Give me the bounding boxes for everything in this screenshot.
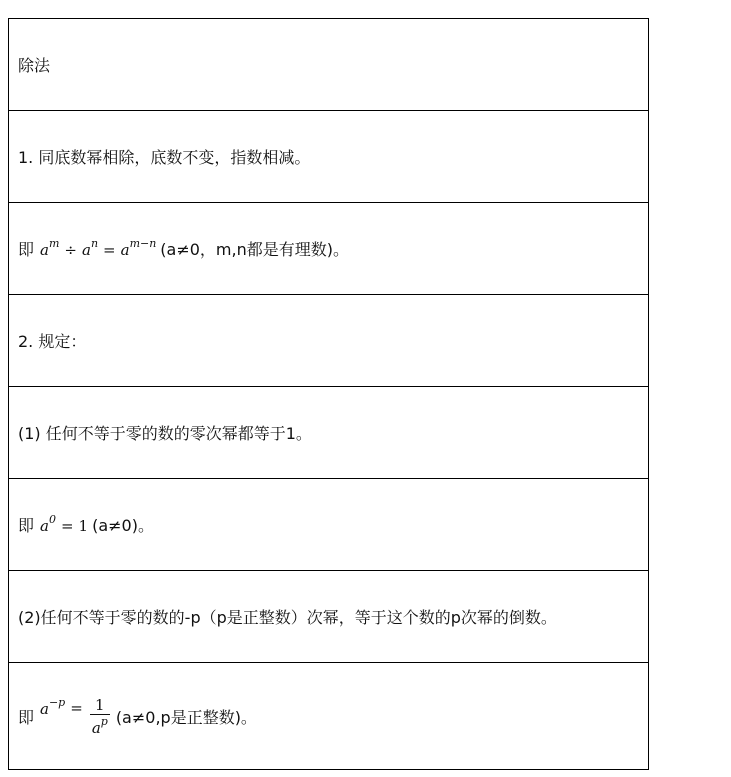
rule-2-1-text: (1) 任何不等于零的数的零次幂都等于1。 [18, 424, 312, 443]
equals-sign: = [60, 516, 74, 535]
table-row-zero-power-formula [8, 479, 649, 571]
rules-table [8, 18, 649, 770]
table-row-rule-2-1 [8, 387, 649, 479]
equals-sign: = [103, 240, 116, 259]
table-row-title [8, 19, 649, 111]
exponent-m: m [48, 236, 60, 250]
exponent-minus-p: −p [48, 696, 66, 709]
base-a: a [81, 240, 91, 259]
zero-power-formula [40, 512, 89, 535]
exponent-n: n [90, 236, 99, 250]
negative-power-formula [40, 696, 112, 737]
formula-prefix: 即 [18, 516, 35, 535]
division-formula [40, 236, 157, 259]
formula-condition: (a≠0，m,n都是有理数)。 [160, 240, 349, 259]
base-a: a [40, 700, 49, 718]
rule-2-2-text: (2)任何不等于零的数的-p（p是正整数）次幂，等于这个数的p次幂的倒数。 [18, 608, 557, 627]
divide-sign: ÷ [64, 240, 77, 259]
exponent-p: p [100, 714, 108, 728]
exponent-m-minus-n: m−n [129, 236, 157, 250]
reciprocal-fraction [90, 696, 110, 737]
table-row-rule-2-2 [8, 571, 649, 663]
formula-condition: (a≠0,p是正整数)。 [115, 707, 257, 727]
base-a: a [91, 718, 101, 737]
fraction-numerator: 1 [95, 695, 105, 714]
rule-2-heading: 2. 规定： [18, 332, 87, 351]
table-row-rule-1 [8, 111, 649, 203]
formula-condition: (a≠0)。 [92, 516, 154, 535]
equals-sign: = [70, 699, 83, 717]
value-one: 1 [78, 516, 89, 535]
table-row-rule-1-formula [8, 203, 649, 295]
fraction-denominator [90, 715, 110, 737]
formula-prefix: 即 [18, 707, 35, 727]
table-row-negative-power-formula [8, 663, 649, 770]
base-a: a [40, 516, 49, 535]
title-text: 除法 [18, 56, 51, 75]
base-a: a [40, 240, 49, 259]
exponent-zero: 0 [48, 512, 56, 526]
rule-1-text: 1. 同底数幂相除，底数不变，指数相减。 [18, 148, 311, 167]
base-a: a [120, 240, 130, 259]
formula-prefix: 即 [18, 240, 35, 259]
table-row-rule-2-heading [8, 295, 649, 387]
